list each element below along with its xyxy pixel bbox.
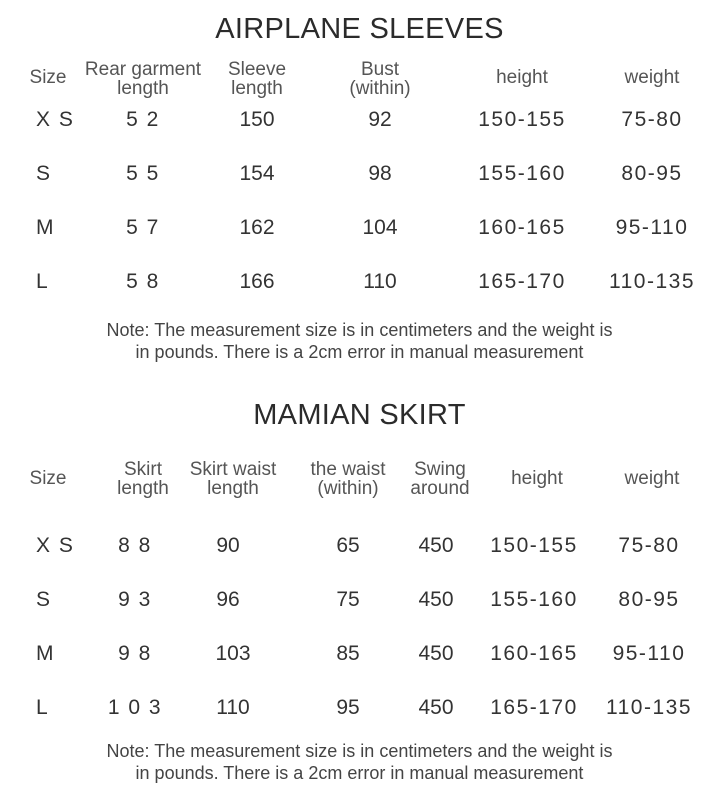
table-cell: 5 8 <box>126 270 160 293</box>
table-cell: 165-170 <box>478 270 566 293</box>
table-cell: M <box>36 642 55 665</box>
column-header: the waist (within) <box>310 459 386 499</box>
table-cell: 165-170 <box>490 696 578 719</box>
table-cell: 154 <box>239 162 275 185</box>
table-cell: 85 <box>336 642 360 665</box>
table-cell: 450 <box>418 696 454 719</box>
column-header: Size <box>29 67 67 88</box>
table-cell: 96 <box>216 588 240 611</box>
column-header: Skirt waist length <box>189 459 277 499</box>
table-cell: 110-135 <box>605 696 693 719</box>
table-cell: 8 8 <box>118 534 152 557</box>
table-cell: 110 <box>216 696 250 719</box>
table-cell: 166 <box>239 270 275 293</box>
column-header: height <box>511 468 563 489</box>
measurement-note: Note: The measurement size is in centimeters and the weight is in pounds. There is a 2cm error in manual measurement <box>106 741 613 783</box>
table-cell: 80-95 <box>618 588 680 611</box>
table-cell: 155-160 <box>490 588 578 611</box>
table-cell: 450 <box>418 588 454 611</box>
table-cell: 95-110 <box>612 642 686 665</box>
table-cell: S <box>36 162 52 185</box>
table-cell: 80-95 <box>621 162 683 185</box>
table-cell: 95-110 <box>615 216 689 239</box>
column-header: weight <box>624 468 680 489</box>
table-cell: 162 <box>239 216 275 239</box>
column-header: height <box>496 67 548 88</box>
section-title-mamian-skirt: MAMIAN SKIRT <box>253 399 466 431</box>
table-cell: X S <box>36 534 75 557</box>
measurement-note: Note: The measurement size is in centimeters and the weight is in pounds. There is a 2cm error in manual measurement <box>106 320 613 362</box>
table-cell: S <box>36 588 52 611</box>
table-cell: 104 <box>362 216 398 239</box>
column-header: Size <box>29 468 67 489</box>
table-cell: 9 3 <box>118 588 152 611</box>
table-cell: 450 <box>418 534 454 557</box>
table-cell: L <box>36 696 50 719</box>
table-cell: 160-165 <box>490 642 578 665</box>
table-cell: 110 <box>363 270 397 293</box>
table-cell: 75 <box>336 588 360 611</box>
table-cell: 75-80 <box>621 108 683 131</box>
table-cell: 92 <box>368 108 392 131</box>
table-cell: 65 <box>336 534 360 557</box>
table-cell: 450 <box>418 642 454 665</box>
table-cell: 9 8 <box>118 642 152 665</box>
table-cell: 5 7 <box>126 216 160 239</box>
table-cell: M <box>36 216 55 239</box>
table-cell: X S <box>36 108 75 131</box>
table-cell: 155-160 <box>478 162 566 185</box>
section-title-airplane-sleeves: AIRPLANE SLEEVES <box>215 13 504 45</box>
table-cell: 150 <box>239 108 275 131</box>
table-cell: 5 2 <box>126 108 160 131</box>
table-cell: 90 <box>216 534 240 557</box>
table-cell: 110-135 <box>608 270 696 293</box>
column-header: weight <box>624 67 680 88</box>
column-header: Rear garment length <box>84 59 202 99</box>
table-cell: 150-155 <box>478 108 566 131</box>
column-header: Swing around <box>410 459 470 499</box>
column-header: Bust (within) <box>349 59 411 99</box>
table-cell: 103 <box>215 642 251 665</box>
table-cell: L <box>36 270 50 293</box>
table-cell: 160-165 <box>478 216 566 239</box>
table-cell: 95 <box>336 696 360 719</box>
column-header: Sleeve length <box>227 59 287 99</box>
table-cell: 1 0 3 <box>107 696 163 719</box>
table-cell: 75-80 <box>618 534 680 557</box>
table-cell: 98 <box>368 162 392 185</box>
table-cell: 150-155 <box>490 534 578 557</box>
table-cell: 5 5 <box>126 162 160 185</box>
column-header: Skirt length <box>117 459 169 499</box>
